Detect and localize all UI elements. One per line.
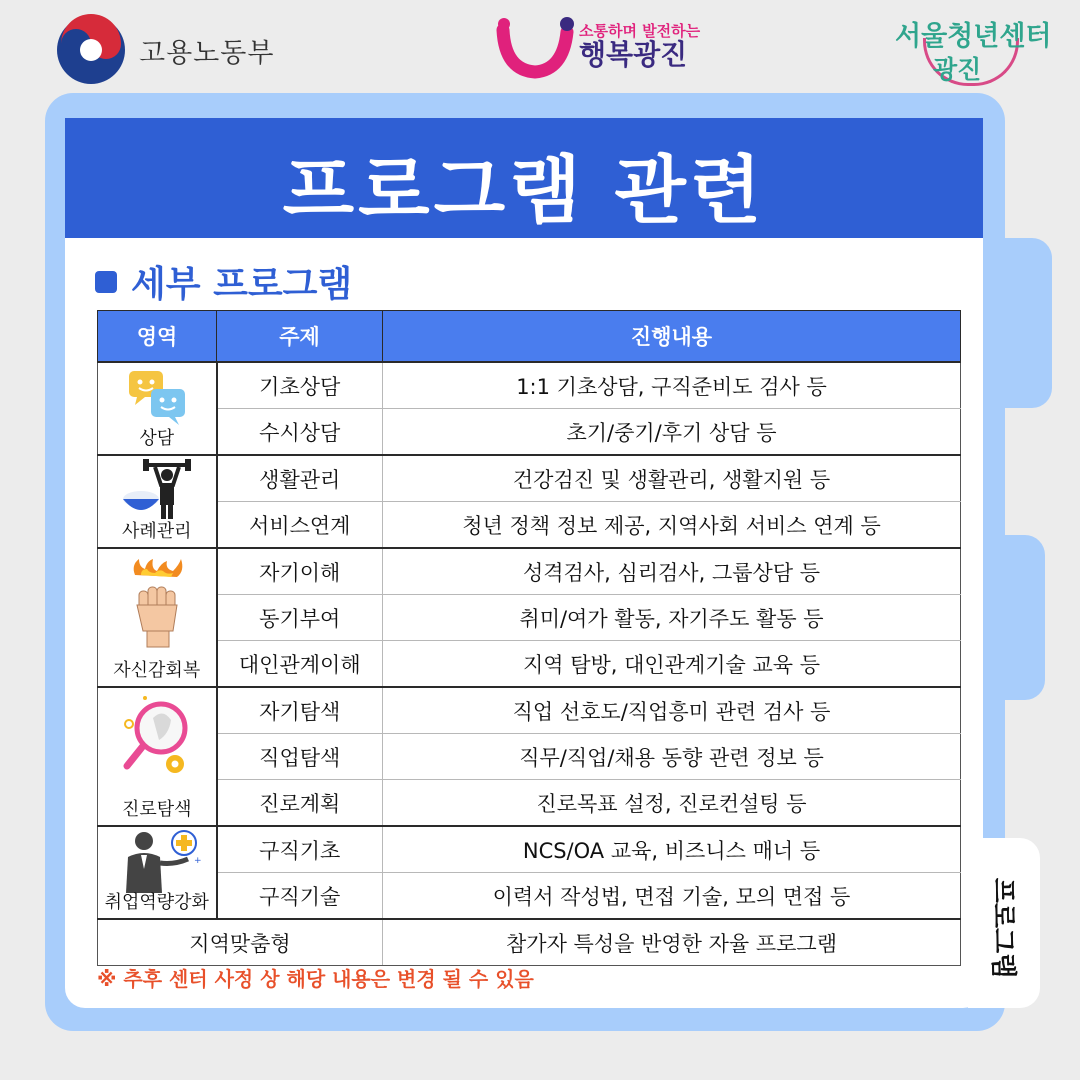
topic-cell: 진로계획 — [217, 780, 383, 827]
table-row — [98, 641, 961, 688]
topic-cell-local: 지역맞춤형 — [98, 919, 383, 966]
content-cell: 1:1 기초상담, 구직준비도 검사 등 — [383, 362, 961, 409]
magnifier-gear-icon — [119, 694, 195, 784]
area-cell-counsel — [98, 362, 217, 455]
table-row — [98, 687, 961, 734]
header-content: 진행내용 — [383, 311, 961, 363]
happy-name: 행복광진 — [579, 37, 688, 71]
table-row — [98, 455, 961, 502]
topic-cell: 대인관계이해 — [217, 641, 383, 688]
happy-slogan: 소통하며 발전하는 — [579, 22, 701, 41]
content-cell: 지역 탐방, 대인관계기술 교육 등 — [383, 641, 961, 688]
side-tab-decor-1 — [990, 238, 1052, 408]
content-cell: 건강검진 및 생활관리, 생활지원 등 — [383, 455, 961, 502]
topic-cell: 구직기술 — [217, 873, 383, 920]
topic-cell: 생활관리 — [217, 455, 383, 502]
svg-text:+: + — [193, 856, 202, 866]
fist-fire-icon — [127, 557, 187, 653]
change-notice: ※ 추후 센터 사정 상 해당 내용은 변경 될 수 있음 — [97, 967, 534, 991]
area-label: 취업역량강화 — [104, 892, 209, 913]
table-row — [98, 548, 961, 595]
table-row — [98, 780, 961, 827]
area-label: 자신감회복 — [113, 660, 201, 681]
table-row — [98, 502, 961, 549]
area-cell-case — [98, 455, 217, 548]
header-topic: 주제 — [217, 311, 383, 363]
topic-cell: 자기이해 — [217, 548, 383, 595]
area-label: 사례관리 — [121, 521, 192, 542]
topic-cell: 직업탐색 — [217, 734, 383, 780]
section-heading — [95, 256, 352, 307]
seoul-youth-center-logo — [895, 10, 1052, 90]
table-row — [98, 409, 961, 456]
topic-cell: 서비스연계 — [217, 502, 383, 549]
ministry-name: 고용노동부 — [139, 37, 275, 69]
chat-bubbles-icon — [125, 369, 189, 427]
table-row — [98, 873, 961, 920]
title-banner — [65, 118, 983, 238]
content-cell: 취미/여가 활동, 자기주도 활동 등 — [383, 595, 961, 641]
weightlifter-rice-icon — [117, 459, 197, 521]
topic-cell: 수시상담 — [217, 409, 383, 456]
side-tab-label: 프로그램 — [987, 877, 1018, 979]
topic-cell: 자기탐색 — [217, 687, 383, 734]
header-area: 영역 — [98, 311, 217, 363]
page-title: 프로그램 관련 — [282, 148, 766, 234]
table-header-row — [98, 311, 961, 363]
happy-gwangjin-logo — [495, 12, 700, 82]
section-title: 세부 프로그램 — [131, 264, 353, 305]
content-cell: 진로목표 설정, 진로컨설팅 등 — [383, 780, 961, 827]
area-cell-career — [98, 687, 217, 826]
area-label: 상담 — [139, 428, 175, 449]
area-cell-employment — [98, 826, 217, 919]
smile-logo-icon — [495, 12, 575, 82]
table-row — [98, 595, 961, 641]
program-table — [97, 310, 961, 966]
table-row — [98, 826, 961, 873]
table-row — [98, 362, 961, 409]
logo-bar — [0, 0, 1080, 95]
area-cell-confidence — [98, 548, 217, 687]
content-cell: 이력서 작성법, 면접 기술, 모의 면접 등 — [383, 873, 961, 920]
table-row — [98, 919, 961, 966]
taegeuk-icon — [55, 14, 127, 86]
content-cell: NCS/OA 교육, 비즈니스 매너 등 — [383, 826, 961, 873]
bullet-square-icon — [95, 271, 117, 293]
content-cell: 초기/중기/후기 상담 등 — [383, 409, 961, 456]
content-cell: 청년 정책 정보 제공, 지역사회 서비스 연계 등 — [383, 502, 961, 549]
area-label: 진로탐색 — [121, 799, 192, 820]
ministry-logo — [55, 14, 274, 86]
content-cell-local: 참가자 특성을 반영한 자율 프로그램 — [383, 919, 961, 966]
table-row — [98, 734, 961, 780]
youth-line1: 서울청년센터 — [895, 21, 1052, 52]
businessman-plus-icon — [114, 829, 200, 893]
content-card — [65, 118, 983, 1008]
content-cell: 직무/직업/채용 동향 관련 정보 등 — [383, 734, 961, 780]
content-cell: 성격검사, 심리검사, 그룹상담 등 — [383, 548, 961, 595]
content-cell: 직업 선호도/직업흥미 관련 검사 등 — [383, 687, 961, 734]
topic-cell: 동기부여 — [217, 595, 383, 641]
side-tab-decor-2 — [990, 535, 1045, 700]
topic-cell: 기초상담 — [217, 362, 383, 409]
youth-line2: 광진 — [933, 55, 982, 84]
topic-cell: 구직기초 — [217, 826, 383, 873]
